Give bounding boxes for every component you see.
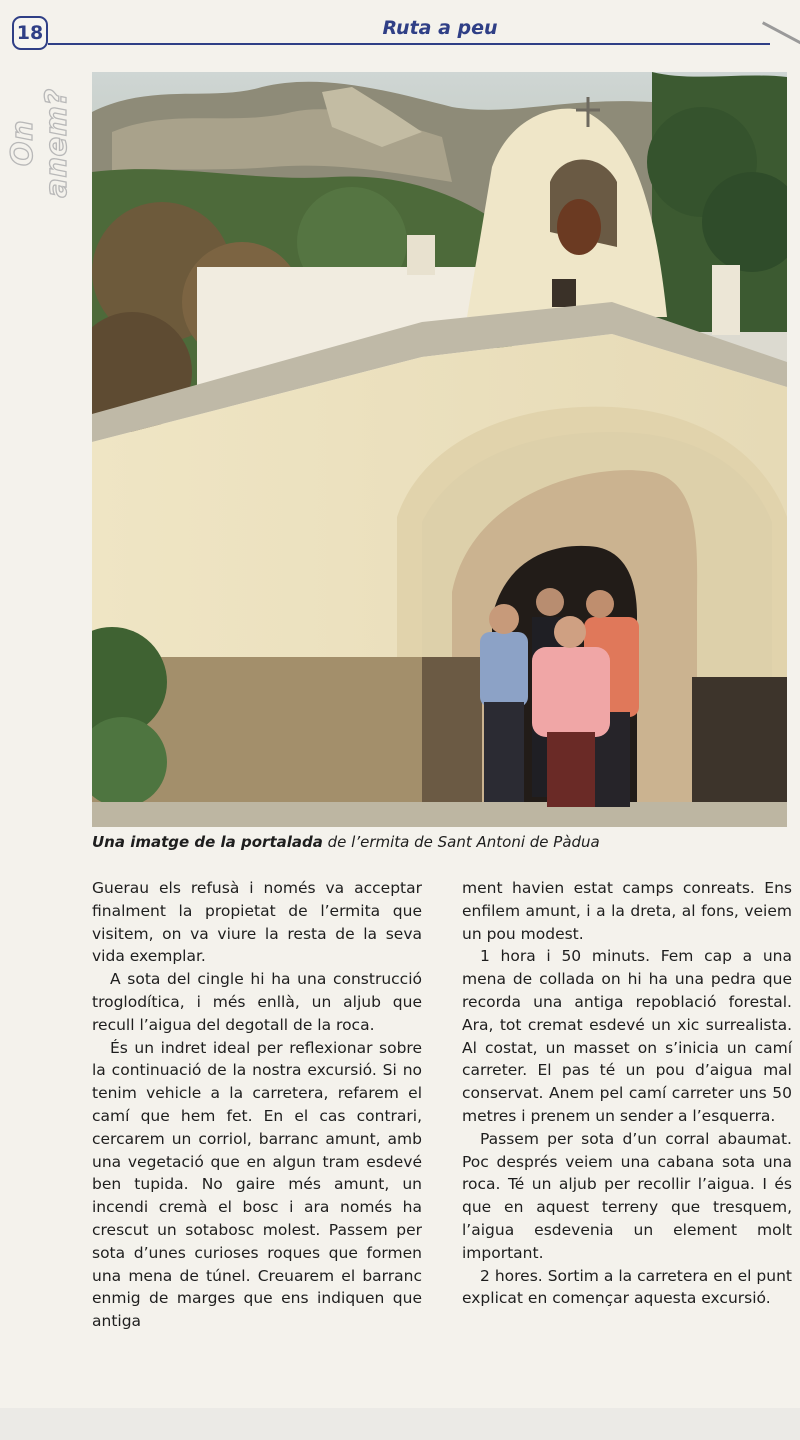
paragraph: És un indret ideal per reflexionar sobre la continuació de la nostra excursió. Si no tenim vehicle a la carretera, refarem el camí que hem fet. En el cas contrari, cercarem un corriol, barranc amunt, amb una vegetació que en algun tram esdevé ben tupida. No gaire més amunt, un incendi cremà el bosc i ara només ha crescut un sotabosc molest. Passem per sota d’unes curioses roques que formen una mena de túnel. Creuarem el barranc enmig de marges que ens indiquen que antiga xyxy=(92,1038,422,1331)
paragraph: A sota del cingle hi ha una construcció troglodítica, i més enllà, un aljub que recull l’aigua del degotall de la roca. xyxy=(92,970,422,1034)
caption-bold: Una imatge de la portalada xyxy=(92,833,323,851)
article-right-column xyxy=(462,877,792,1310)
page-bottom-edge xyxy=(0,1408,800,1440)
paragraph: ment havien estat camps conreats. Ens enfilem amunt, i a la dreta, al fons, veiem un pou modest. xyxy=(462,879,792,943)
hermitage-illustration xyxy=(92,72,787,827)
header-rule xyxy=(48,43,770,45)
side-section-label: On anem? xyxy=(5,88,73,198)
paragraph: 1 hora i 50 minuts. Fem cap a una mena de collada on hi ha una pedra que recorda una antiga repoblació forestal. Ara, tot cremat esdevé un xic surrealista. Al costat, un masset on s’inicia un camí carreter. El pas té un pou d’aigua mal conservat. Anem pel camí carreter uns 50 metres i prenem un sender a l’esquerra. xyxy=(462,947,792,1125)
page-number: 18 xyxy=(12,16,48,50)
hermitage-photo xyxy=(92,72,787,827)
paragraph: Guerau els refusà i només va acceptar finalment la propietat de l’ermita que visitem, on va viure la resta de la seva vida exemplar. xyxy=(92,879,422,966)
photo-caption xyxy=(92,833,792,851)
section-title: Ruta a peu xyxy=(382,17,498,39)
page-mark xyxy=(762,21,800,45)
paragraph: Passem per sota d’un corral abaumat. Poc després veiem una cabana sota una roca. Té un aljub per recollir l’aigua. I és que en aquest terreny que tresquem, l’aigua esdevenia un element molt important. xyxy=(462,1129,792,1262)
article-left-column xyxy=(92,877,422,1333)
caption-rest: de l’ermita de Sant Antoni de Pàdua xyxy=(322,833,600,851)
paragraph: 2 hores. Sortim a la carretera en el punt explicat en començar aquesta excursió. xyxy=(462,1266,792,1308)
